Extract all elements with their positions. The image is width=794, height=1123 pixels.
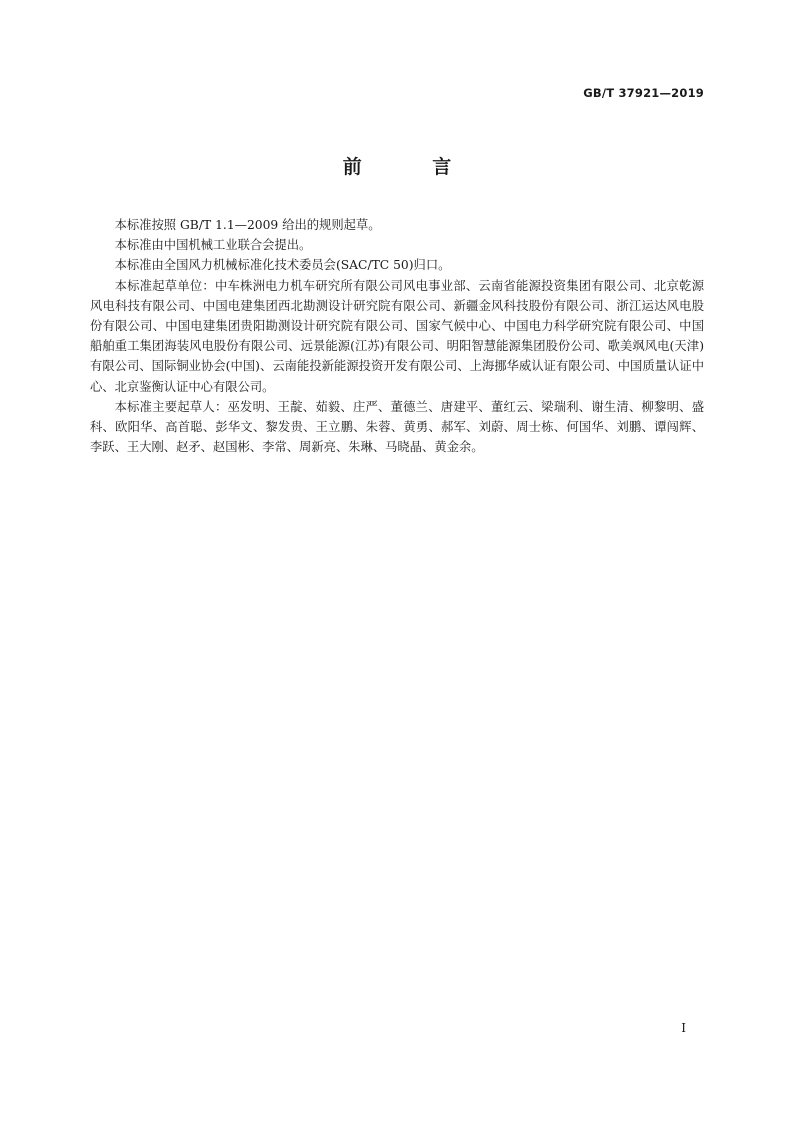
paragraph-main-drafters: 本标准主要起草人：巫发明、王靛、茹毅、庄严、董德兰、唐建平、董红云、梁瑞利、谢生清、柳黎明、盛科、欧阳华、高首聪、彭华文、黎发贵、王立鹏、朱蓉、黄勇、郝军、刘蔚、周士栋、何国华、刘鹏、谭闯辉、李跃、王大刚、赵矛、赵国彬、李常、周新亮、朱琳、马晓晶、黄金余。: [90, 399, 704, 455]
foreword-body: [90, 215, 704, 457]
paragraph-technical-committee: 本标准由全国风力机械标准化技术委员会(SAC/TC 50)归口。: [114, 258, 451, 273]
page-number: I: [681, 1021, 686, 1035]
standard-number: GB/T 37921—2019: [583, 86, 704, 100]
page-title: 前 言: [342, 156, 484, 178]
paragraph-drafting-units: 本标准起草单位：中车株洲电力机车研究所有限公司风电事业部、云南省能源投资集团有限公司、北京乾源风电科技有限公司、中国电建集团西北勘测设计研究院有限公司、新疆金风科技股份有限公司、浙江运达风电股份有限公司、中国电建集团贵阳勘测设计研究院有限公司、国家气候中心、中国电力科学研究院有限公司、中国船舶重工集团海装风电股份有限公司、远景能源(江苏)有限公司、明阳智慧能源集团股份公司、歌美飒风电(天津)有限公司、国际铜业协会(中国)、云南能投新能源投资开发有限公司、上海挪华威认证有限公司、中国质量认证中心、北京鉴衡认证中心有限公司。: [90, 278, 704, 394]
paragraph-proposed-by: 本标准由中国机械工业联合会提出。: [114, 238, 312, 253]
paragraph-drafting-rules: 本标准按照 GB/T 1.1—2009 给出的规则起草。: [114, 218, 381, 232]
